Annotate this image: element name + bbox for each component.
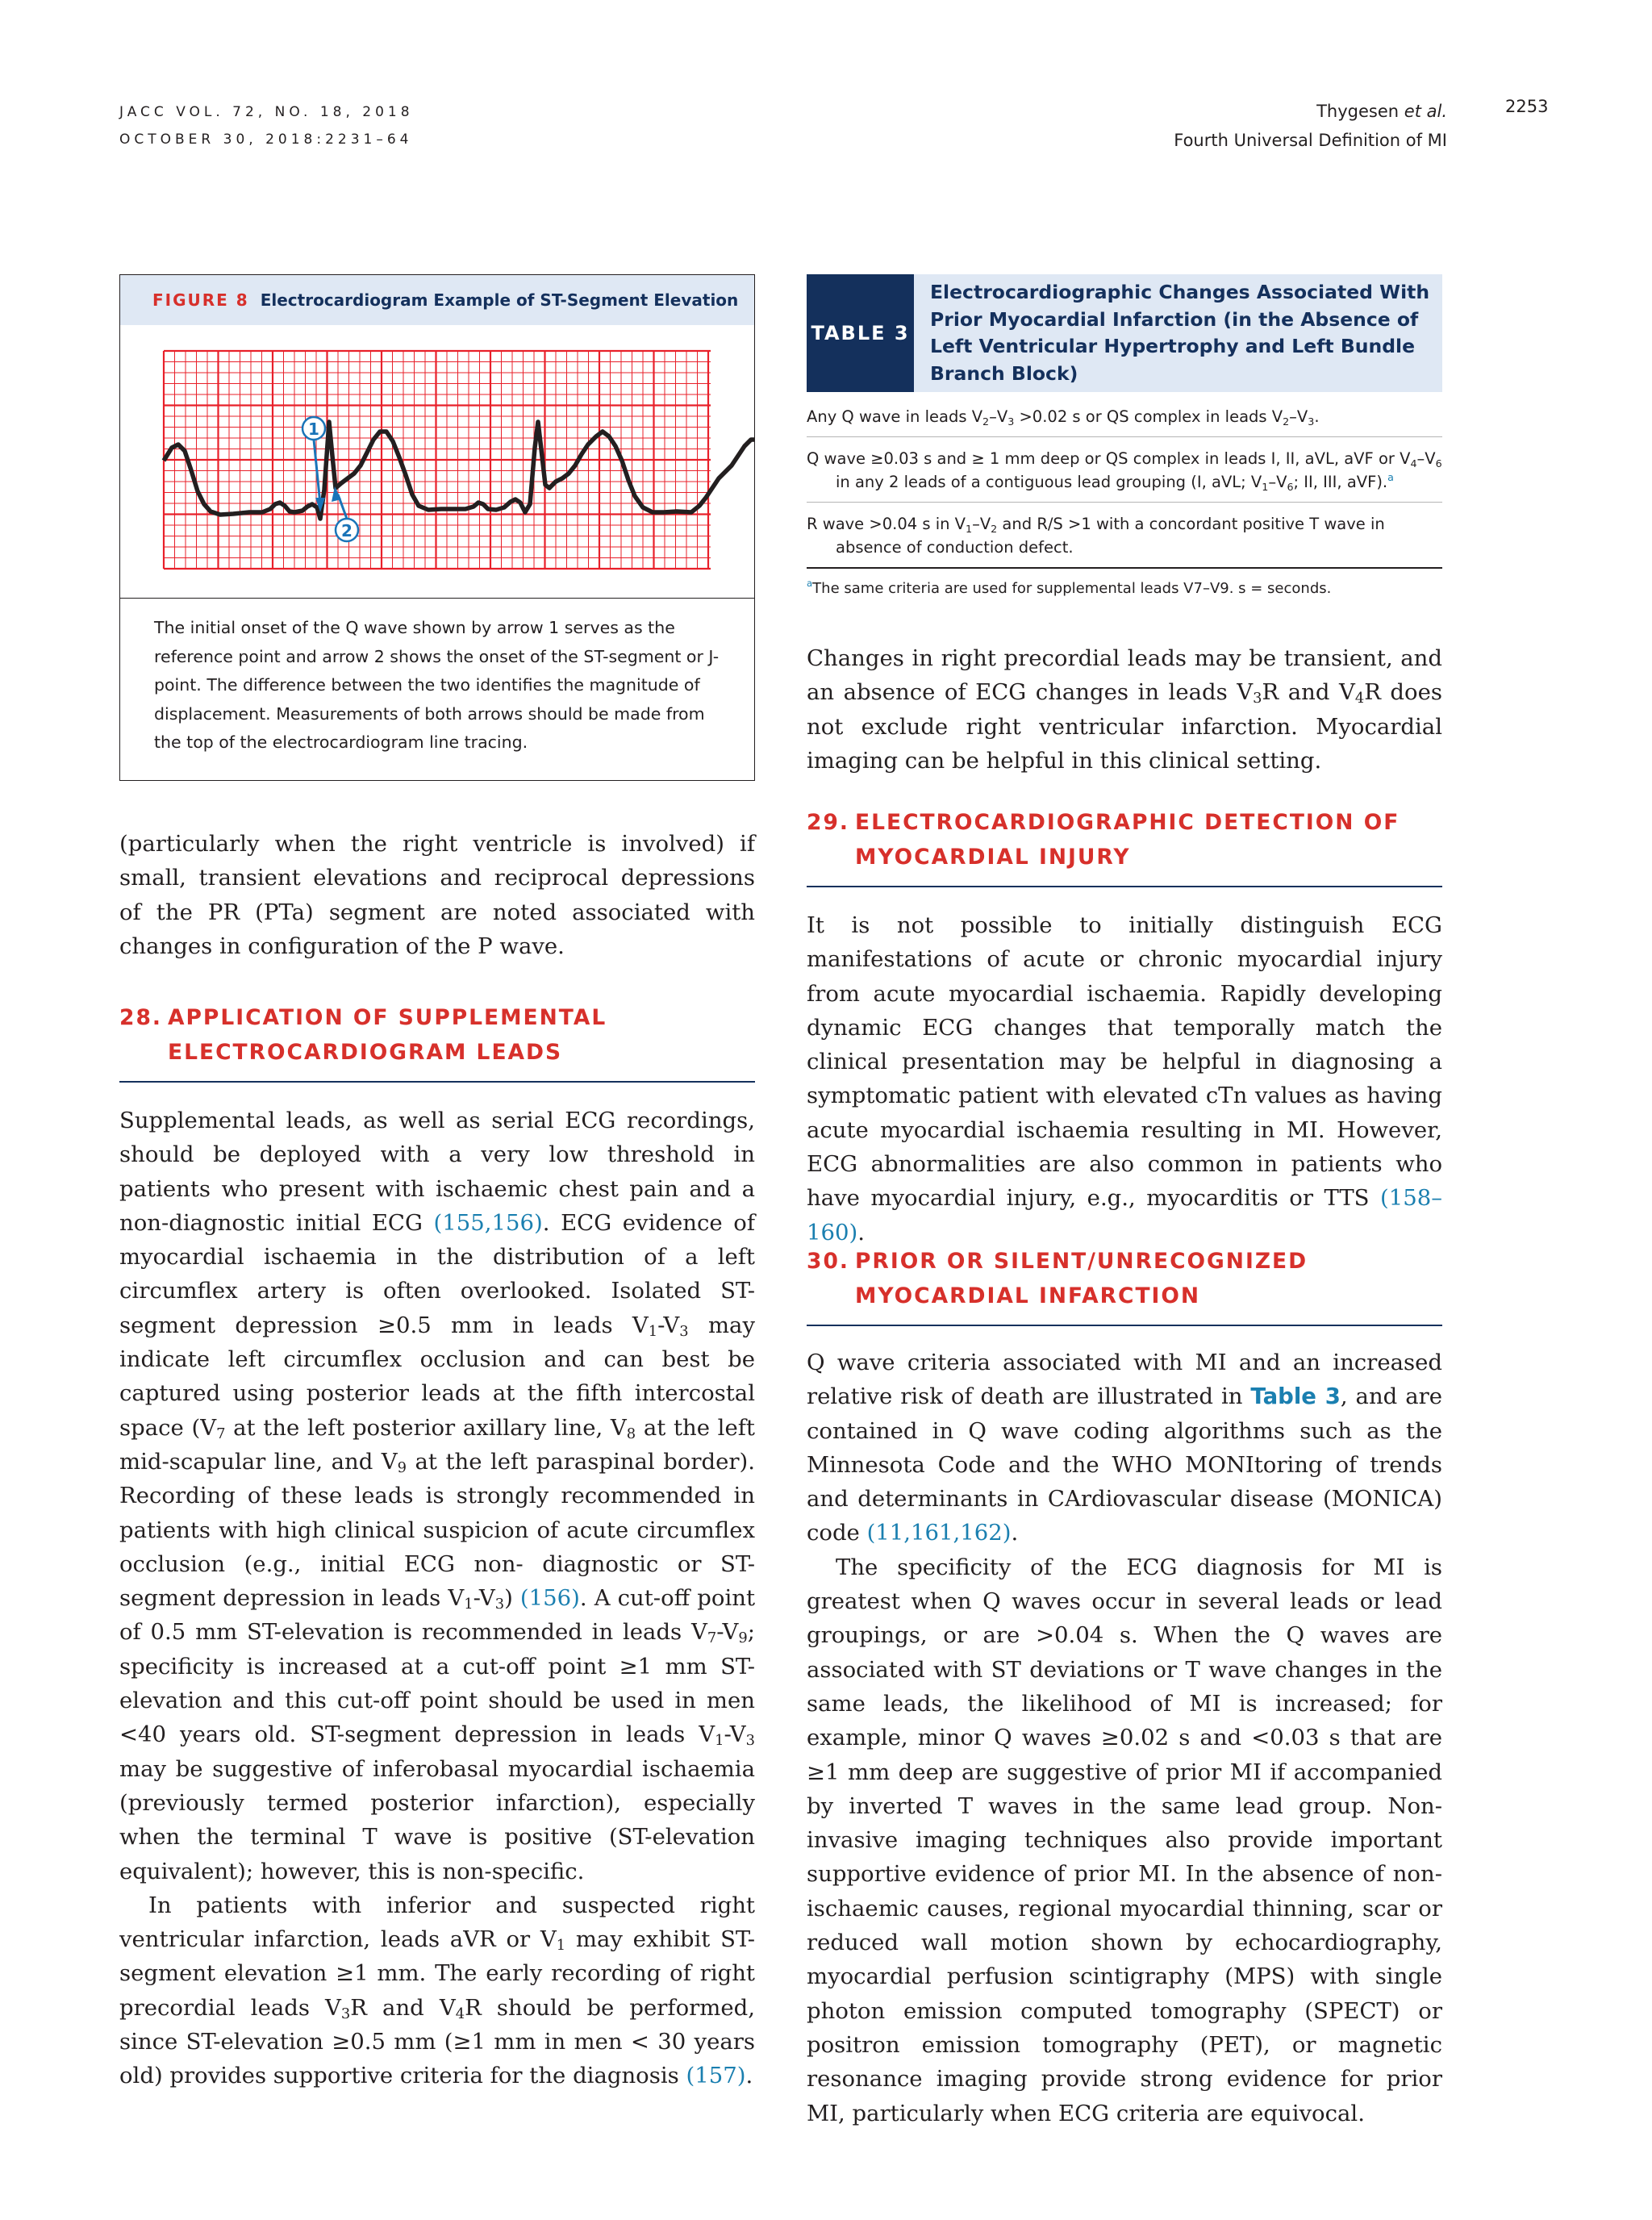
table-footnote-mark: a <box>807 578 813 589</box>
left-column-main <box>119 1104 755 2093</box>
table-label: TABLE 3 <box>807 274 914 392</box>
arrow-2-label: 2 <box>341 521 353 540</box>
arrow-1-label: 1 <box>308 419 319 439</box>
section-title-line: MYOCARDIAL INJURY <box>855 845 1131 870</box>
page-number: 2253 <box>1505 97 1549 116</box>
table-row: Q wave ≥0.03 s and ≥ 1 mm deep or QS complex in leads I, II, aVL, aVF or $V_4-V_6$ in any 2 leads of a contiguous lead grouping (I, aVL; $V_1-V_6$; II, III, aVF).$^a$ <box>807 437 1442 503</box>
ecg-grid <box>164 351 711 569</box>
journal-info <box>119 98 414 153</box>
body-paragraph: Q wave criteria associated with MI and an increased relative risk of death are illustrated in Table 3, and are contained in Q wave coding algorithms such as the Minnesota Code and the WHO MONItoring of trends and determinants in CArdiovascular disease (MONICA) code (11,161,162). <box>807 1350 1443 1546</box>
section-title-line: ELECTROCARDIOGRAPHIC DETECTION OF <box>855 810 1400 835</box>
section-29-heading <box>807 805 1442 887</box>
figure-label: FIGURE 8 <box>152 290 249 310</box>
authors: Thygesen <box>1316 102 1400 121</box>
right-column-main <box>807 1346 1442 2130</box>
figure-caption: The initial onset of the Q wave shown by arrow 1 serves as the reference point and arrow 2 shows the onset of the ST-segment or J-point. The difference between the two identifies the magnitude of displacement. Measurements of both arrows should be made from the top of the electrocardiogram line tracing. <box>154 618 720 752</box>
body-paragraph: Changes in right precordial leads may be transient, and an absence of ECG changes in leads $V_3R$ and $V_4R$ does not exclude right ventricular infarction. Myocardial imaging can be helpful in this clinical setting. <box>807 645 1442 774</box>
section-28-heading <box>119 1000 755 1083</box>
body-paragraph: It is not possible to initially distinguish ECG manifestations of acute or chronic myocardial injury from acute myocardial ischaemia. Rapidly developing dynamic ECG changes that temporally match the clinical presentation may be helpful in diagnosing a symptomatic patient with elevated cTn values as having acute myocardial ischaemia resulting in MI. However, ECG abnormalities are also common in patients who have myocardial injury, e.g., myocarditis or TTS (158–160). <box>807 912 1442 1246</box>
citation-link[interactable]: (155,156) <box>433 1209 543 1236</box>
table-3-body <box>807 395 1442 597</box>
right-column-top <box>807 641 1442 778</box>
table-title: Electrocardiographic Changes Associated With Prior Myocardial Infarction (in the Absence of Left Ventricular Hypertrophy and Left Bundle Branch Block) <box>930 281 1430 385</box>
section-title-line: ELECTROCARDIOGRAM LEADS <box>168 1040 563 1065</box>
section-title-line: MYOCARDIAL INFARCTION <box>855 1283 1201 1308</box>
table-footnote-text: The same criteria are used for supplemental leads V7–V9. s = seconds. <box>812 580 1332 597</box>
table-footnote <box>807 569 1442 597</box>
ecg-tracing <box>120 325 754 598</box>
short-title: Fourth Universal Definition of MI <box>1174 131 1447 150</box>
running-title <box>1174 97 1447 155</box>
citation-link[interactable]: (156) <box>519 1585 580 1612</box>
table-link[interactable]: Table 3 <box>1250 1383 1341 1410</box>
right-column-mid <box>807 908 1442 1250</box>
journal-date: OCTOBER 30, 2018:2231–64 <box>119 131 413 148</box>
body-paragraph: In patients with inferior and suspected right ventricular infarction, leads aVR or $V_1$ may exhibit ST-segment elevation ≥1 mm. The early recording of right precordial leads $V_3R$ and $V_4R$ should be performed, since ST-elevation ≥0.5 mm (≥1 mm in men < 30 years old) provides supportive criteria for the diagnosis (157). <box>119 1892 756 2089</box>
section-number: 30. <box>807 1249 849 1274</box>
table-row: Any Q wave in leads $V_2-V_3 >0.02$ s or QS complex in leads $V_2-V_3$. <box>807 395 1442 437</box>
section-30-heading <box>807 1244 1442 1326</box>
et-al: et al. <box>1404 102 1447 121</box>
table-3-header <box>807 274 1442 392</box>
figure-divider <box>120 598 754 599</box>
figure-8 <box>119 274 755 781</box>
body-paragraph: (particularly when the right ventricle is involved) if small, transient elevations and reciprocal depressions of the PR (PTa) segment are noted associated with changes in configuration of the P wave. <box>119 831 755 959</box>
body-paragraph: Supplemental leads, as well as serial ECG recordings, should be deployed with a very low threshold in patients who present with ischaemic chest pain and a non-diagnostic initial ECG (155,156). ECG evidence of myocardial ischaemia in the distribution of a left circumflex artery is often overlooked. Isolated ST-segment depression ≥0.5 mm in leads $V_1-V_3$ may indicate left circumflex occlusion and can best be captured using posterior leads at the fifth intercostal space ($V_7$ at the left posterior axillary line, $V_8$ at the left mid-scapular line, and $V_9$ at the left paraspinal border). Recording of these leads is strongly recommended in patients with high clinical suspicion of acute circumflex occlusion (e.g., initial ECG non- diagnostic or ST-segment depression in leads $V_1-V_3$) (156). A cut-off point of 0.5 mm ST-elevation is recommended in leads $V_7-V_9$; specificity is increased at a cut-off point ≥1 mm ST-elevation and this cut-off point should be used in men <40 years old. ST-segment depression in leads $V_1-V_3$ may be suggestive of inferobasal myocardial ischaemia (previously termed posterior infarction), especially when the terminal T wave is positive (ST-elevation equivalent); however, this is non-specific. <box>119 1108 755 1884</box>
body-paragraph: The specificity of the ECG diagnosis for MI is greatest when Q waves occur in several leads or lead groupings, or are >0.04 s. When the Q waves are associated with ST deviations or T wave changes in the same leads, the likelihood of MI is increased; for example, minor Q waves ≥0.02 s and <0.03 s that are ≥1 mm deep are suggestive of prior MI if accompanied by inverted T waves in the same lead group. Non-invasive imaging techniques also provide important supportive evidence of prior MI. In the absence of non-ischaemic causes, regional myocardial thinning, scar or reduced wall motion shown by echocardiography, myocardial perfusion scintigraphy (MPS) with single photon emission computed tomography (SPECT) or positron emission tomography (PET), or magnetic resonance imaging provide strong evidence for prior MI, particularly when ECG criteria are equivocal. <box>807 1554 1442 2126</box>
section-title-line: APPLICATION OF SUPPLEMENTAL <box>168 1005 607 1030</box>
section-title-line: PRIOR OR SILENT/UNRECOGNIZED <box>855 1249 1308 1274</box>
citation-link[interactable]: (158–160) <box>807 1185 1442 1246</box>
left-column-top <box>119 827 755 963</box>
section-number: 28. <box>119 1005 162 1030</box>
table-row: R wave >0.04 s in $V_1-V_2$ and R/S >1 with a concordant positive T wave in absence of conduction defect. <box>807 503 1442 569</box>
section-number: 29. <box>807 810 849 835</box>
citation-link[interactable]: (157) <box>686 2063 746 2089</box>
citation-link[interactable]: (11,161,162) <box>866 1520 1012 1546</box>
figure-title: Electrocardiogram Example of ST-Segment Elevation <box>260 290 739 310</box>
figure-title-bar <box>120 275 754 325</box>
journal-volume: JACC VOL. 72, NO. 18, 2018 <box>119 104 414 120</box>
